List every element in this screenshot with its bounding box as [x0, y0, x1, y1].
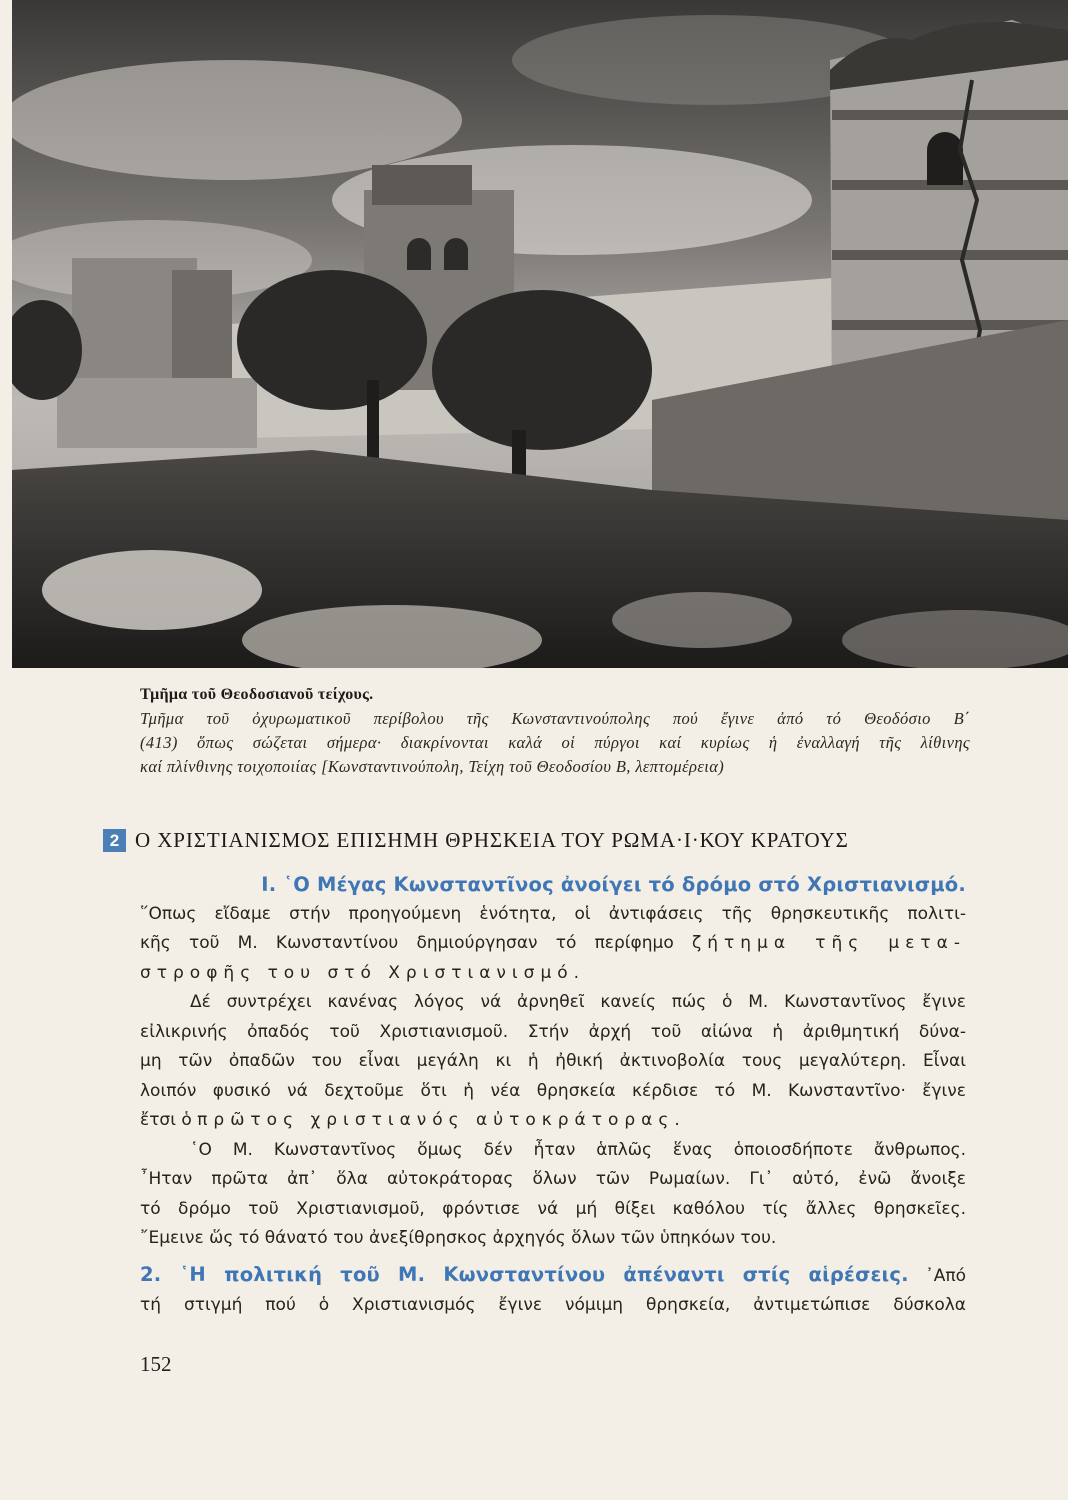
paragraph-3: [140, 1136, 966, 1254]
text-line: λοιπόν φυσικό νά δεχτοῦμε ὅτι ἡ νέα θρησκεία κέρδισε τό Μ. Κωνσταντῖνο· ἔγινε: [140, 1080, 966, 1101]
section-title: Ο ΧΡΙΣΤΙΑΝΙΣΜΟΣ ΕΠΙΣΗΜΗ ΘΡΗΣΚΕΙΑ ΤΟΥ ΡΩΜΑ·Ι·ΚΟΥ ΚΡΑΤΟΥΣ: [135, 828, 849, 852]
photo-caption: [140, 686, 970, 779]
text-line: ῏Ηταν πρῶτα ἀπ᾽ ὅλα αὐτοκράτορας ὅλων τῶν Ρωμαίων. Γι᾽ αὐτό, ἐνῶ ἄνοιξε: [140, 1169, 966, 1189]
caption-line: Τμῆμα τοῦ ὀχυρωματικοῦ περίβολου τῆς Κωνσταντινούπολης πού ἔγινε ἀπό τό Θεοδόσιο Β΄: [140, 709, 970, 728]
spaced-term: πρῶτος χριστιανός αὐτοκράτορας.: [197, 1110, 686, 1130]
page-number: 152: [140, 1352, 172, 1376]
theodosian-walls-photo: [12, 0, 1068, 668]
text-line: Δέ συντρέχει κανένας λόγος νά ἀρνηθεῖ κανείς πώς ὁ Μ. Κωνσταντῖνος ἔγινε: [190, 992, 966, 1012]
paragraph-1: [140, 900, 966, 989]
text-run: ἔτσι ὁ: [140, 1110, 192, 1130]
big-tower-window: [927, 132, 963, 185]
paragraph-4: [140, 1260, 966, 1321]
text-line: [140, 929, 966, 959]
middle-tower-top: [372, 165, 472, 205]
caption-line: καί πλίνθινης τοιχοποιίας [Κωνσταντινούπολη, Τείχη τοῦ Θεοδοσίου Β, λεπτομέρεια): [140, 757, 725, 776]
caption-text: [140, 707, 970, 779]
spaced-term: ζήτημα τῆς μετα-: [691, 933, 966, 953]
text-line: εἰλικρινής ὀπαδός τοῦ Χριστιανισμοῦ. Στήν ἀρχή τοῦ αἰώνα ἡ ἀριθμητική δύνα-: [140, 1021, 966, 1042]
subsection-2-heading: 2. ῾Η πολιτική τοῦ Μ. Κωνσταντίνου ἀπέναντι στίς αἱρέσεις.: [140, 1262, 909, 1286]
section-heading: [103, 828, 973, 853]
text-line: τό δρόμο τοῦ Χριστιανισμοῦ, φρόντισε νά μή θίξει καθόλου τίς ἄλλες θρησκεῖες.: [140, 1198, 966, 1219]
rock: [612, 592, 792, 648]
low-wall-left: [57, 378, 257, 448]
text-run: κῆς τοῦ Μ. Κωνσταντίνου δημιούργησαν τό περίφημο: [140, 933, 674, 953]
text-line: τή στιγμή πού ὁ Χριστιανισμός ἔγινε νόμιμη θρησκεία, ἀντιμετώπισε δύσκολα: [140, 1295, 966, 1315]
left-tower-ruin: [172, 270, 232, 390]
caption-title: Τμῆμα τοῦ Θεοδοσιανοῦ τείχους.: [140, 686, 374, 703]
text-run: ᾽Από: [925, 1265, 966, 1286]
caption-line: (413) ὅπως σώζεται σήμερα· διακρίνονται καλά οἱ πύργοι καί κυρίως ἡ ἐναλλαγή τῆς λίθινης: [140, 733, 970, 752]
rock: [42, 550, 262, 630]
text-line: [140, 1106, 966, 1136]
paragraph-2: [140, 988, 966, 1136]
section-number-badge: 2: [103, 829, 126, 852]
cloud: [12, 60, 462, 180]
subsection-1-heading: Ι. ῾Ο Μέγας Κωνσταντῖνος ἀνοίγει τό δρόμο στό Χριστιανισμό.: [261, 873, 966, 896]
text-line: μη τῶν ὀπαδῶν του εἶναι μεγάλη κι ἡ ἠθική ἀκτινοβολία τους μεγαλύτερη. Εἶναι: [140, 1051, 966, 1071]
text-line: ῎Εμεινε ὥς τό θάνατό του ἀνεξίθρησκος ἀρχηγός ὅλων τῶν ὑπηκόων του.: [140, 1228, 777, 1248]
spaced-term: στροφῆς του στό Χριστιανισμό.: [140, 962, 586, 983]
text-line: ῾Ο Μ. Κωνσταντῖνος ὅμως δέν ἦταν ἁπλῶς ἕνας ὁποιοσδήποτε ἄνθρωπος.: [190, 1139, 966, 1160]
text-line: [140, 1260, 966, 1292]
text-line: ῞Οπως εἴδαμε στήν προηγούμενη ἑνότητα, οἱ ἀντιφάσεις τῆς θρησκευτικῆς πολιτι-: [140, 903, 966, 924]
subsection-1: [140, 870, 966, 1321]
